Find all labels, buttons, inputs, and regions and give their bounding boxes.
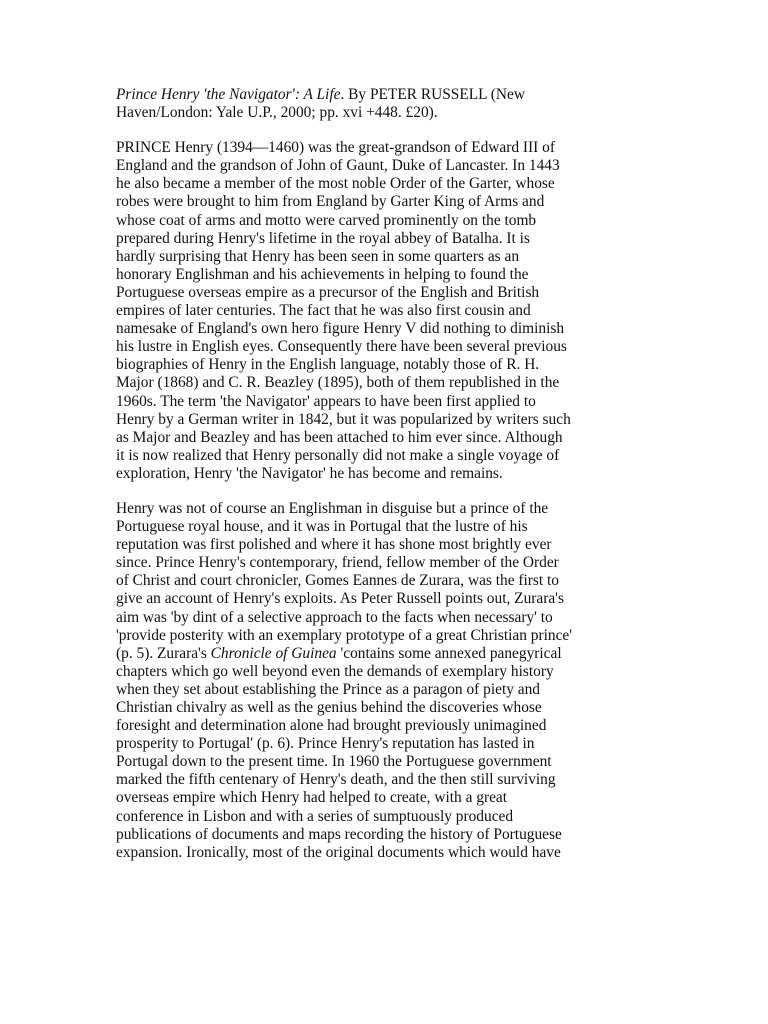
text-line: of Christ and court chronicler, Gomes Eannes de Zurara, was the first to xyxy=(116,572,560,590)
text-line: exploration, Henry 'the Navigator' he has become and remains. xyxy=(116,464,503,482)
review-page xyxy=(116,86,656,879)
text-line: Christian chivalry as well as the genius behind the discoveries whose xyxy=(116,699,542,716)
text-line: honorary Englishman and his achievements in helping to found the xyxy=(116,265,529,283)
text-line: namesake of England's own hero figure Henry V did nothing to diminish xyxy=(116,320,565,338)
text-line: hardly surprising that Henry has been seen in some quarters as an xyxy=(116,247,520,265)
text-line: Portuguese royal house, and it was in Portugal that the lustre of his xyxy=(116,518,528,536)
text-line: marked the fifth centenary of Henry's death, and the then still surviving xyxy=(116,771,556,789)
text-line: biographies of Henry in the English language, notably those of R. H. xyxy=(116,356,540,374)
text-line: empires of later centuries. The fact that he was also first cousin and xyxy=(116,302,531,320)
text-line: conference in Lisbon and with a series of sumptuously produced xyxy=(116,807,514,825)
text-line: foresight and determination alone had brought previously unimagined xyxy=(116,717,547,735)
text-line: as Major and Beazley and has been attached to him ever since. Although xyxy=(116,428,563,446)
text-line: publications of documents and maps recording the history of Portuguese xyxy=(116,825,562,843)
text-line: prepared during Henry's lifetime in the royal abbey of Batalha. It is xyxy=(116,229,530,247)
chronicle-title: Chronicle of Guinea xyxy=(210,644,337,662)
text-line: overseas empire which Henry had helped to create, with a great xyxy=(116,789,508,807)
text-line: 1960s. The term 'the Navigator' appears to have been first applied to xyxy=(116,392,536,410)
paragraph-1 xyxy=(116,139,656,483)
heading-line-1 xyxy=(116,86,656,104)
text-line: Portugal down to the present time. In 1960 the Portuguese government xyxy=(116,753,552,771)
text-segment: (p. 5). Zurara's xyxy=(116,644,211,662)
heading-line-2: Haven/London: Yale U.P., 2000; pp. xvi +448. £20). xyxy=(116,104,438,122)
text-line: expansion. Ironically, most of the original documents which would have xyxy=(116,843,561,861)
text-line: PRINCE Henry (1394—1460) was the great-grandson of Edward III of xyxy=(116,139,555,157)
text-line: Henry by a German writer in 1842, but it was popularized by writers such xyxy=(116,410,571,428)
text-line: England and the grandson of John of Gaunt, Duke of Lancaster. In 1443 xyxy=(116,157,560,175)
text-line: Portuguese overseas empire as a precursor of the English and British xyxy=(116,283,540,301)
text-line: prosperity to Portugal' (p. 6). Prince Henry's reputation has lasted in xyxy=(116,735,535,753)
paragraph-2 xyxy=(116,500,656,862)
text-segment: 'contains some annexed panegyrical xyxy=(336,644,562,662)
text-line: give an account of Henry's exploits. As Peter Russell points out, Zurara's xyxy=(116,590,564,608)
text-line: robes were brought to him from England by Garter King of Arms and xyxy=(116,193,545,211)
text-line: reputation was first polished and where it has shone most brightly ever xyxy=(116,536,552,554)
text-line: chapters which go well beyond even the demands of exemplary history xyxy=(116,662,554,680)
text-line: aim was 'by dint of a selective approach to the facts when necessary' to xyxy=(116,608,553,626)
book-title: Prince Henry 'the Navigator': A Life xyxy=(116,86,341,103)
review-heading xyxy=(116,86,656,122)
text-line: when they set about establishing the Prince as a paragon of piety and xyxy=(116,680,540,698)
text-line: Henry was not of course an Englishman in disguise but a prince of the xyxy=(116,499,549,517)
text-line: whose coat of arms and motto were carved prominently on the tomb xyxy=(116,211,537,229)
text-line: 'provide posterity with an exemplary prototype of a great Christian prince' xyxy=(116,626,573,644)
text-line: it is now realized that Henry personally did not make a single voyage of xyxy=(116,446,560,464)
text-line: since. Prince Henry's contemporary, friend, fellow member of the Order xyxy=(116,554,559,572)
text-line: his lustre in English eyes. Consequently there have been several previous xyxy=(116,338,567,356)
text-line-with-title xyxy=(116,645,656,663)
text-line: he also became a member of the most noble Order of the Garter, whose xyxy=(116,175,555,193)
citation-part-1: . By PETER RUSSELL (New xyxy=(340,86,525,103)
text-line: Major (1868) and C. R. Beazley (1895), both of them republished in the xyxy=(116,374,560,392)
